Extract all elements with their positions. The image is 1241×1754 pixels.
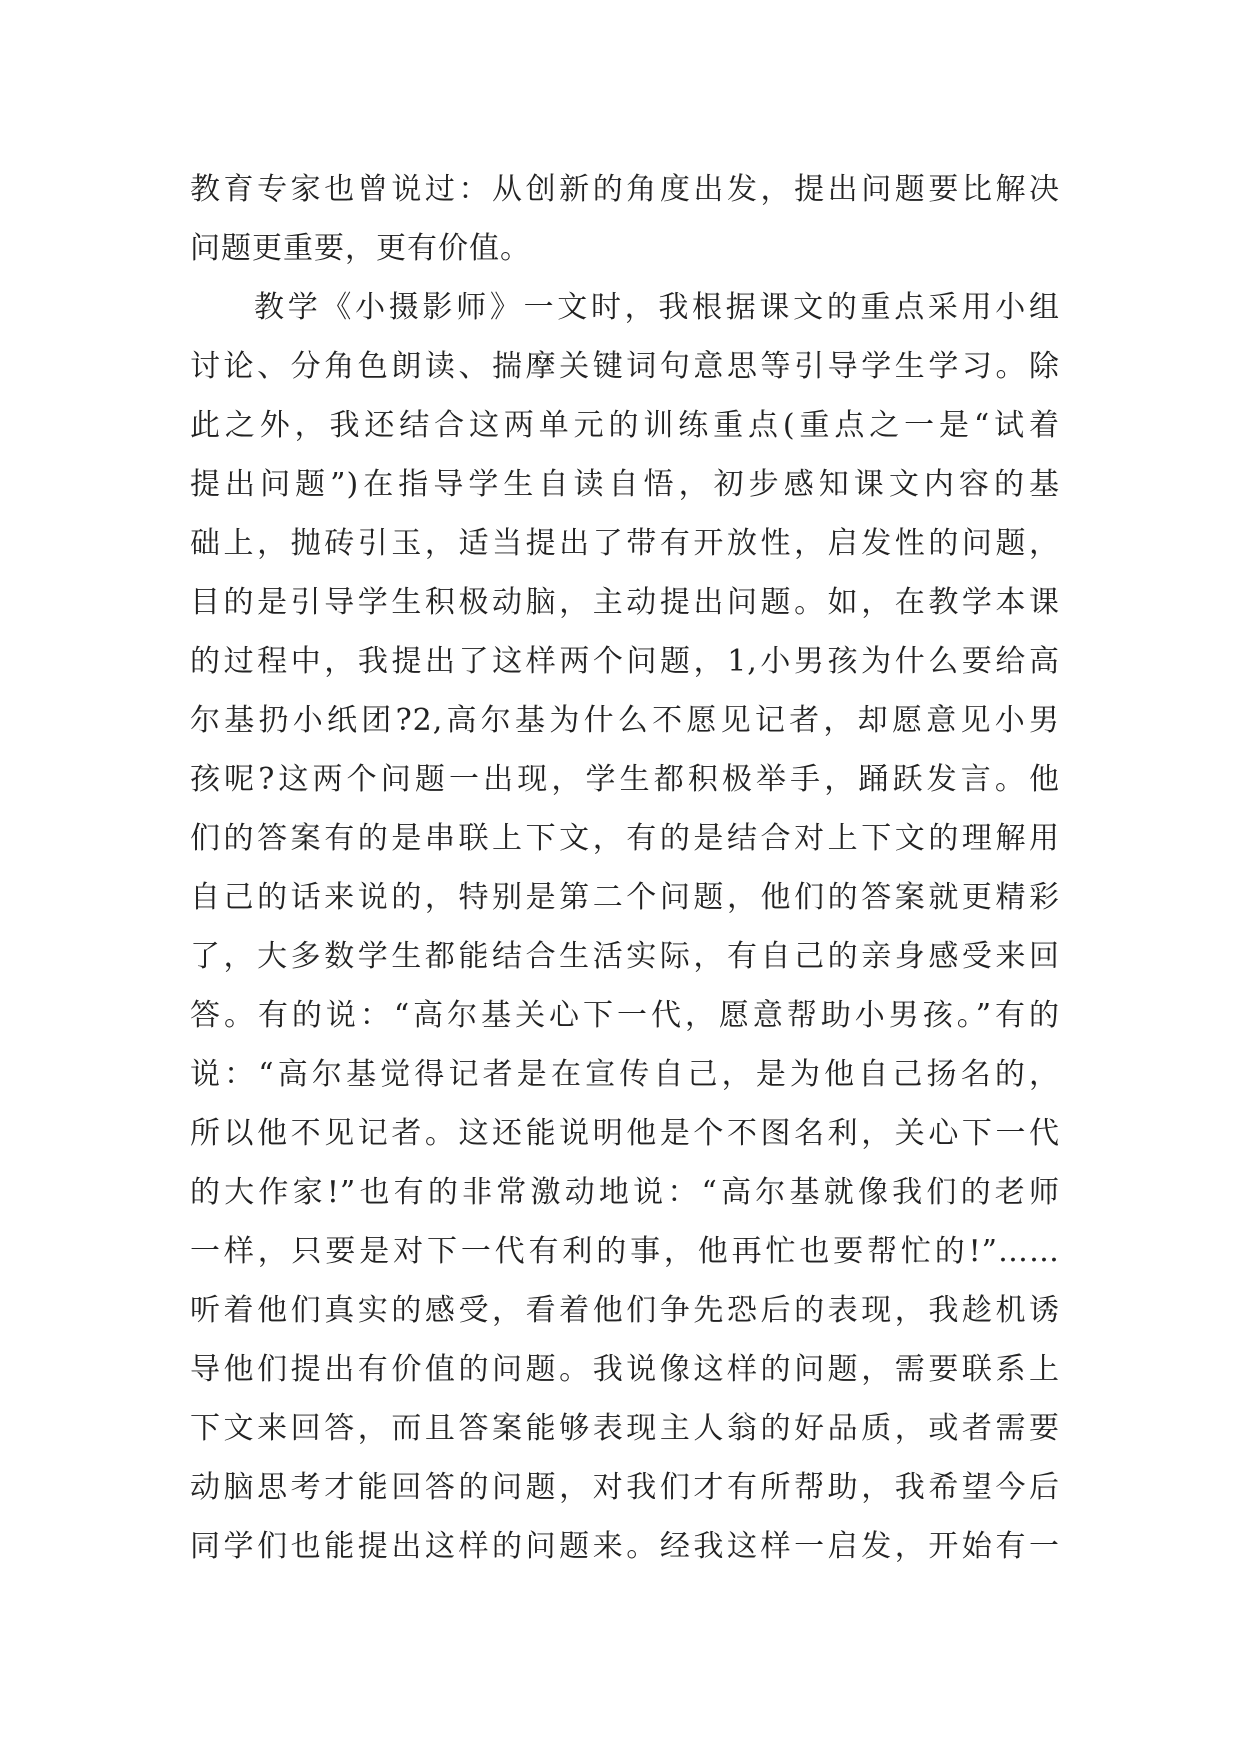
text-line: 教育专家也曾说过：从创新的角度出发，提出问题要比解决 (190, 172, 1060, 207)
text-line: 导他们提出有价值的问题。我说像这样的问题，需要联系上 (190, 1352, 1060, 1387)
text-line: 说：“高尔基觉得记者是在宣传自己，是为他自己扬名的， (190, 1057, 1060, 1092)
text-line: 提出问题”)在指导学生自读自悟，初步感知课文内容的基 (190, 467, 1060, 502)
text-line: 问题更重要，更有价值。 (190, 231, 531, 266)
text-line: 础上，抛砖引玉，适当提出了带有开放性，启发性的问题， (190, 526, 1060, 561)
text-line: 一样，只要是对下一代有利的事，他再忙也要帮忙的!”…… (190, 1234, 1060, 1269)
text-line: 所以他不见记者。这还能说明他是个不图名利，关心下一代 (190, 1116, 1060, 1151)
text-line: 的大作家!”也有的非常激动地说：“高尔基就像我们的老师 (190, 1175, 1060, 1210)
paragraph-2 (190, 278, 1060, 1576)
text-line: 尔基扔小纸团?2,高尔基为什么不愿见记者，却愿意见小男 (190, 703, 1060, 738)
text-line: 教学《小摄影师》一文时，我根据课文的重点采用小组 (254, 290, 1060, 325)
text-line: 讨论、分角色朗读、揣摩关键词句意思等引导学生学习。除 (190, 349, 1060, 384)
text-line: 下文来回答，而且答案能够表现主人翁的好品质，或者需要 (190, 1411, 1060, 1446)
text-line: 自己的话来说的，特别是第二个问题，他们的答案就更精彩 (190, 880, 1060, 915)
text-line: 孩呢?这两个问题一出现，学生都积极举手，踊跃发言。他 (190, 762, 1060, 797)
paragraph-1 (190, 160, 1060, 278)
body-text (190, 160, 1060, 1576)
text-line: 了，大多数学生都能结合生活实际，有自己的亲身感受来回 (190, 939, 1060, 974)
text-line: 此之外，我还结合这两单元的训练重点(重点之一是“试着 (190, 408, 1060, 443)
text-line: 动脑思考才能回答的问题，对我们才有所帮助，我希望今后 (190, 1470, 1060, 1505)
text-line: 目的是引导学生积极动脑，主动提出问题。如，在教学本课 (190, 585, 1060, 620)
text-line: 们的答案有的是串联上下文，有的是结合对上下文的理解用 (190, 821, 1060, 856)
text-line: 答。有的说：“高尔基关心下一代，愿意帮助小男孩。”有的 (190, 998, 1060, 1033)
text-line: 的过程中，我提出了这样两个问题，1,小男孩为什么要给高 (190, 644, 1060, 679)
text-line: 同学们也能提出这样的问题来。经我这样一启发，开始有一 (190, 1529, 1060, 1564)
text-line: 听着他们真实的感受，看着他们争先恐后的表现，我趁机诱 (190, 1293, 1060, 1328)
